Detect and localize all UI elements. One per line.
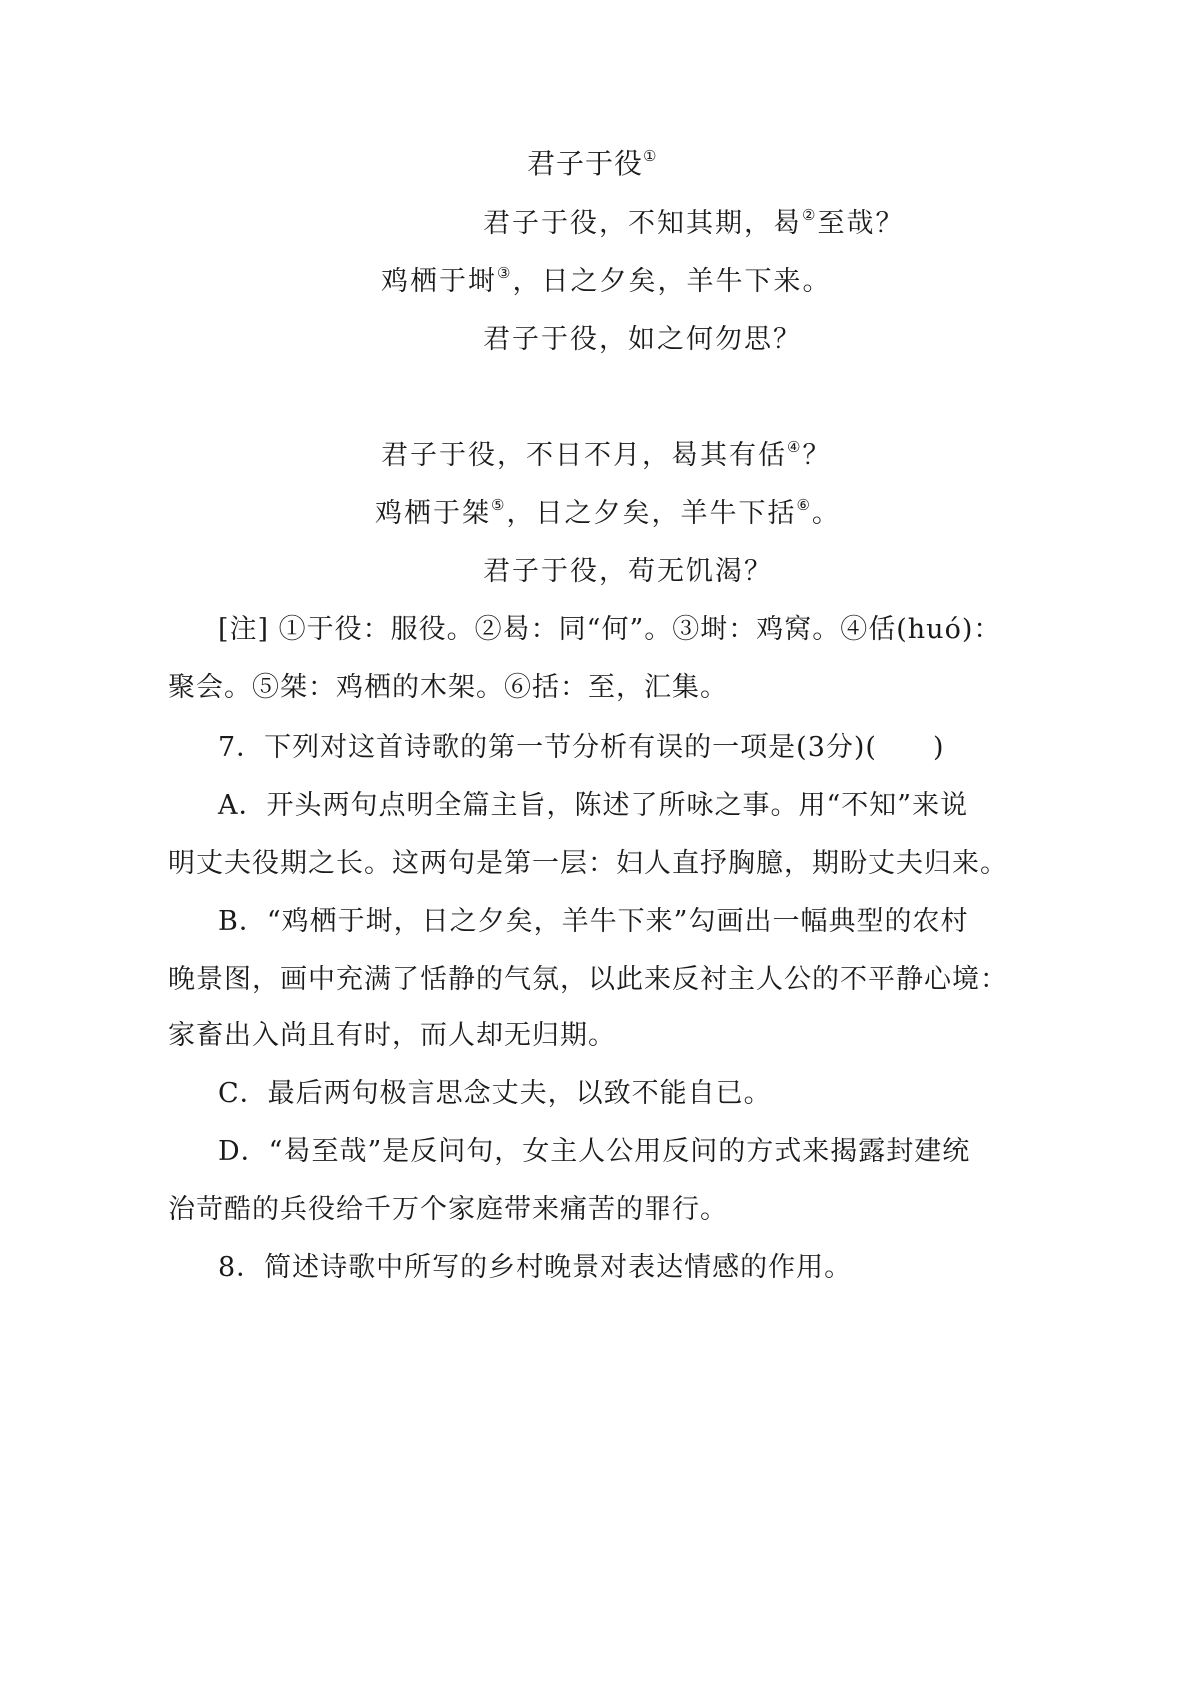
footnote-marker: ① [643, 147, 658, 165]
poem-line [483, 206, 904, 242]
poem-title-text: 君子于役 [527, 147, 644, 180]
option-a: A．开头两句点明全篇主旨，陈述了所咏之事。用“不知”来说 [218, 790, 969, 821]
poem-line [381, 264, 831, 300]
footnote-marker: ③ [497, 264, 513, 282]
option-b-cont: 晚景图，画中充满了恬静的气氛，以此来反衬主人公的不平静心境： [168, 964, 1008, 995]
poem-line-text: ，日之夕矣，羊牛下括 [506, 498, 797, 529]
notes-line: 聚会。⑤桀：鸡栖的木架。⑥括：至，汇集。 [168, 672, 728, 703]
poem-line [483, 322, 802, 358]
option-a-cont: 明丈夫役期之长。这两句是第一层：妇人直抒胸臆，期盼丈夫归来。 [168, 848, 1008, 879]
poem-line-text: ？ [802, 440, 832, 471]
option-c: C．最后两句极言思念丈夫，以致不能自已。 [218, 1078, 772, 1109]
poem-line-text: ，日之夕矣，羊牛下来。 [512, 266, 832, 297]
option-d: D．“曷至哉”是反问句，女主人公用反问的方式来揭露封建统 [218, 1136, 971, 1167]
poem-line-text: 。 [811, 498, 841, 529]
option-d-cont: 治苛酷的兵役给千万个家庭带来痛苦的罪行。 [168, 1194, 728, 1225]
poem-line [483, 554, 773, 590]
poem-line-text: 至哉？ [817, 208, 905, 239]
poem-line-text: 君子于役，不知其期，曷 [483, 208, 802, 239]
footnote-marker: ④ [787, 438, 803, 456]
option-b: B．“鸡栖于埘，日之夕矣，羊牛下来”勾画出一幅典型的农村 [218, 906, 969, 937]
option-b-cont: 家畜出入尚且有时，而人却无归期。 [168, 1020, 616, 1051]
poem-line-text: 君子于役，苟无饥渴？ [483, 556, 773, 587]
poem-line-text: 鸡栖于埘 [381, 266, 497, 297]
notes-line: [注] ①于役：服役。②曷：同“何”。③埘：鸡窝。④佸(huó)： [218, 614, 1002, 645]
question-7-stem: 7．下列对这首诗歌的第一节分析有误的一项是(3分)( ) [218, 732, 945, 763]
question-8-stem: 8．简述诗歌中所写的乡村晚景对表达情感的作用。 [218, 1252, 853, 1283]
footnote-marker: ② [802, 206, 818, 224]
footnote-marker: ⑥ [796, 496, 812, 514]
poem-line [381, 438, 831, 474]
poem-line-text: 君子于役，不日不月，曷其有佸 [381, 440, 787, 471]
poem-line-text: 君子于役，如之何勿思？ [483, 324, 802, 355]
footnote-marker: ⑤ [491, 496, 507, 514]
poem-title [527, 146, 657, 182]
poem-line-text: 鸡栖于桀 [375, 498, 491, 529]
poem-line [375, 496, 841, 532]
